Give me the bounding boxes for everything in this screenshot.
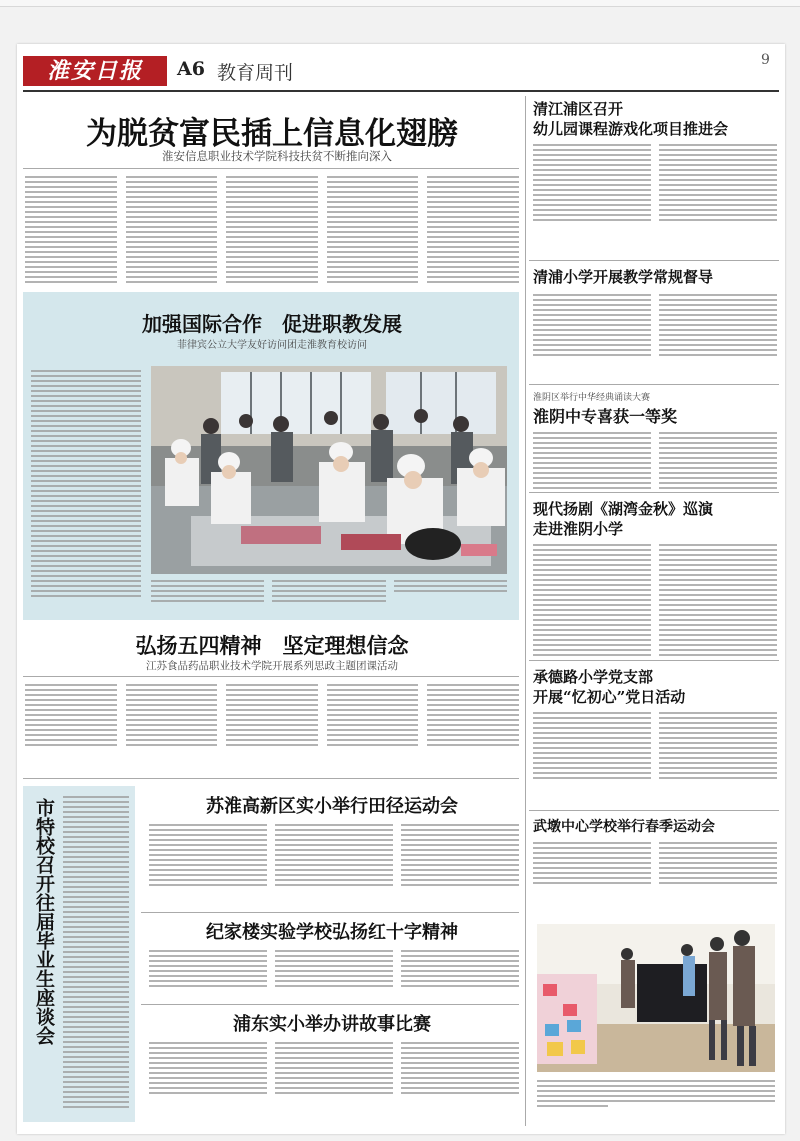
huaiyin-headline: 淮阴中专喜获一等奖 [533,407,678,426]
wuxu-body [533,842,777,887]
grads-body [63,796,129,1111]
story-headline: 浦东实小举办讲故事比赛 [233,1014,431,1035]
intl-subtitle: 菲律宾公立大学友好访问团走淮教育校访问 [177,340,367,351]
column-divider [525,96,526,1126]
huaiyin-body [533,432,777,492]
qingpu-headline: 清浦小学开展教学常规督导 [533,268,714,286]
cooking-class-photo [151,366,507,574]
lead-body [25,176,519,286]
header-rule [23,90,779,92]
huaiyin-pretitle: 淮阴区举行中华经典诵读大赛 [533,393,651,403]
redcross-body [149,950,519,990]
sports-body [149,824,519,889]
may4-rule [23,676,519,677]
lead-subtitle: 淮安信息职业技术学院科技扶贫不断推向深入 [162,149,392,163]
may4-body [25,684,519,749]
classroom-photo [537,924,775,1072]
kinder-headline-line2: 幼儿园课程游戏化项目推进会 [533,120,729,138]
page-number: A6 [177,58,205,80]
opera-headline-line1: 现代扬剧《湖湾金秋》巡演 [533,500,714,518]
section-title: 教育周刊 [217,62,294,84]
may4-headline: 弘扬五四精神 坚定理想信念 [135,633,409,658]
chengde-bottom-rule [529,810,779,811]
chengde-headline-line2: 开展“忆初心”党日活动 [533,688,686,706]
lead-rule [23,168,519,169]
intl-headline: 加强国际合作 促进职教发展 [142,312,402,336]
chengde-headline-line1: 承德路小学党支部 [533,668,654,686]
redcross-bottom-rule [141,1004,519,1005]
lead-headline: 为脱贫富民插上信息化翅膀 [86,116,458,152]
redcross-headline: 纪家楼实验学校弘扬红十字精神 [206,922,458,943]
newspaper-page [17,44,785,1134]
opera-bottom-rule [529,660,779,661]
kinder-headline-line1: 清江浦区召开 [533,100,624,118]
sports-bottom-rule [141,912,519,913]
may4-subtitle: 江苏食品药品职业技术学院开展系列思政主题团课活动 [146,660,398,672]
wuxu-headline: 武墩中心学校举行春季运动会 [533,819,715,835]
qingpu-body [533,294,777,359]
classroom-photo-caption [537,1080,775,1110]
may4-bottom-rule [23,778,519,779]
kinder-bottom-rule [529,260,779,261]
grads-headline: 市特校召开往届毕业生座谈会 [33,798,55,1045]
qingpu-bottom-rule [529,384,779,385]
masthead-logo: 淮安日报 [23,56,167,86]
opera-body [533,544,777,659]
header-page-number: 9 [761,52,770,68]
intl-photo-caption [151,580,507,605]
opera-headline-line2: 走进淮阴小学 [533,520,624,538]
huaiyin-bottom-rule [529,492,779,493]
sports-headline: 苏淮高新区实小举行田径运动会 [206,796,458,817]
intl-body-left [31,370,141,600]
kinder-body [533,144,777,224]
browser-top-strip [0,0,800,7]
chengde-body [533,712,777,782]
story-body [149,1042,519,1097]
